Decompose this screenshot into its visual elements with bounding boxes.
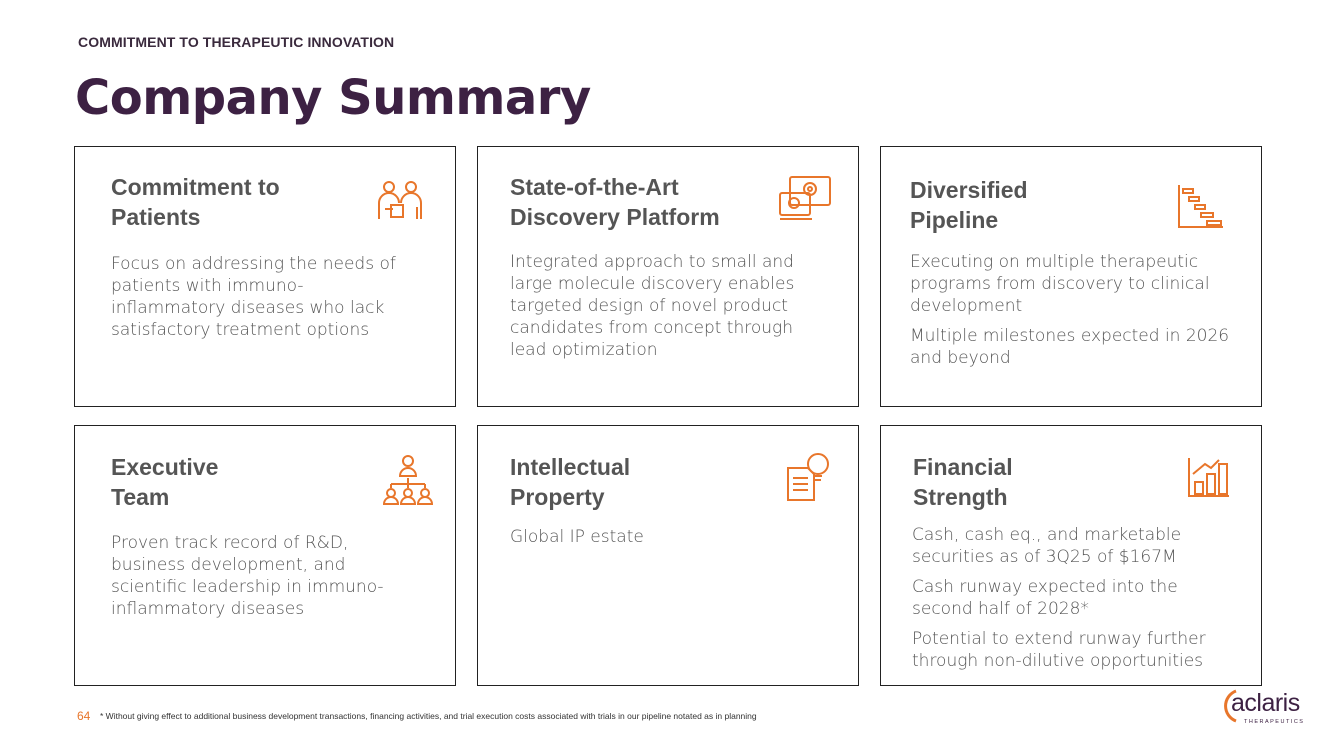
card-title-line2: Strength — [913, 484, 1008, 510]
card-body-text: Proven track record of R&D, business development, and scientific leadership in immuno-inflammatory diseases — [111, 533, 384, 619]
card-title-line1: Executive — [111, 454, 219, 480]
card-title — [111, 172, 280, 232]
card-title — [510, 172, 720, 232]
card-body-text: Cash, cash eq., and marketable securities as of 3Q25 of $167M — [912, 525, 1182, 567]
card-title — [111, 452, 218, 512]
card-intellectual-property — [477, 425, 859, 686]
pipeline-gantt-icon — [1177, 183, 1225, 229]
card-title-line1: Financial — [913, 454, 1013, 480]
footnote: * Without giving effect to additional business development transactions, financing activities, and trial execution costs associated with trials in our pipeline notated as in planning — [100, 711, 757, 721]
card-title-line2: Patients — [111, 204, 201, 230]
card-title — [910, 175, 1028, 235]
card-executive-team — [74, 425, 456, 686]
card-title-line2: Pipeline — [910, 207, 999, 233]
card-body-text: Executing on multiple therapeutic programs from discovery to clinical development — [910, 252, 1210, 316]
card-title-line2: Team — [111, 484, 170, 510]
card-title-line2: Discovery Platform — [510, 204, 720, 230]
card-title — [510, 452, 630, 512]
card-body — [111, 253, 411, 349]
card-body — [111, 532, 411, 628]
card-body — [910, 251, 1230, 377]
card-body — [912, 524, 1232, 680]
patient-care-icon — [377, 179, 429, 223]
card-body-text: Global IP estate — [510, 527, 644, 547]
logo-wordmark: aclaris — [1231, 689, 1300, 717]
page-title: Company Summary — [75, 70, 591, 126]
card-body-text: Focus on addressing the needs of patients with immuno-inflammatory diseases who lack satisfactory treatment options — [111, 254, 396, 340]
aclaris-logo — [1220, 687, 1310, 731]
card-body-text: Cash runway expected into the second half of 2028* — [912, 577, 1178, 619]
card-body-text: Multiple milestones expected in 2026 and beyond — [910, 326, 1230, 368]
card-body — [510, 526, 825, 556]
card-diversified-pipeline — [880, 146, 1262, 407]
page-number: 64 — [77, 709, 91, 723]
discovery-platform-icon — [778, 175, 832, 223]
section-eyebrow: COMMITMENT TO THERAPEUTIC INNOVATION — [78, 34, 395, 50]
card-title-line1: Diversified — [910, 177, 1028, 203]
card-title — [913, 452, 1013, 512]
card-body-text: Potential to extend runway further through non-dilutive opportunities — [912, 629, 1206, 671]
card-discovery-platform — [477, 146, 859, 407]
logo-tagline: THERAPEUTICS — [1244, 719, 1305, 725]
card-title-line1: State-of-the-Art — [510, 174, 679, 200]
card-title-line1: Commitment to — [111, 174, 280, 200]
card-title-line1: Intellectual — [510, 454, 631, 480]
card-body-text: Integrated approach to small and large molecule discovery enables targeted design of novel product candidates from concept through lead optimization — [510, 252, 795, 360]
bar-chart-growth-icon — [1187, 456, 1231, 498]
ip-document-lightbulb-icon — [784, 450, 832, 504]
card-title-line2: Property — [510, 484, 605, 510]
card-commitment-to-patients — [74, 146, 456, 407]
org-chart-icon — [383, 454, 433, 506]
card-financial-strength — [880, 425, 1262, 686]
card-body — [510, 251, 825, 369]
